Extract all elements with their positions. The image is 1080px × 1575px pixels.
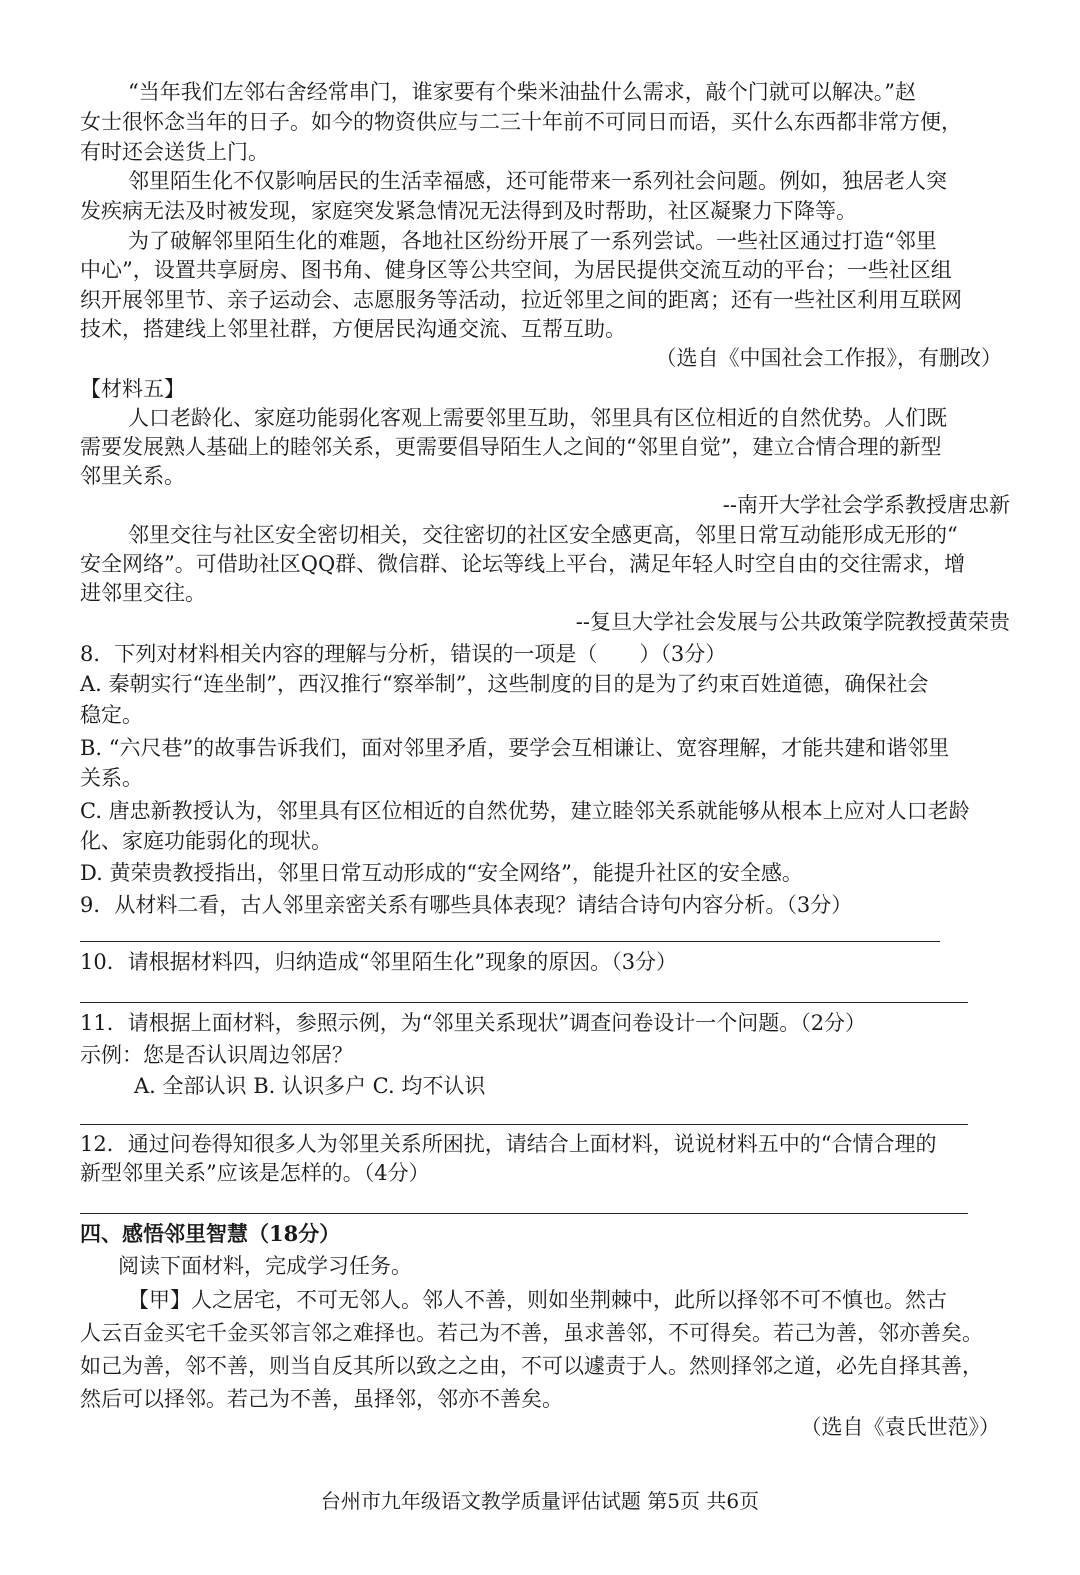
section-heading-4: 四、感悟邻里智慧（18分）: [80, 1221, 341, 1246]
text-line: 有时还会送货上门。: [80, 140, 269, 164]
answer-line: [80, 941, 940, 942]
answer-line: [80, 1124, 968, 1125]
answer-line: [80, 1002, 968, 1003]
option-b: B. “六尺巷”的故事告诉我们，面对邻里矛盾，要学会互相谦让、宽容理解，才能共建和谐邻里: [80, 736, 950, 760]
question-8: 8．下列对材料相关内容的理解与分析，错误的一项是（ ）（3分）: [80, 642, 727, 666]
classical-text-line: 然后可以择邻。若己为不善，虽择邻，邻亦不善矣。: [80, 1387, 563, 1411]
source-citation: （选自《中国社会工作报》，有删改）: [655, 346, 1002, 370]
instruction: 阅读下面材料，完成学习任务。: [118, 1254, 412, 1278]
text-line: 为了破解邻里陌生化的难题，各地社区纷纷开展了一系列尝试。一些社区通过打造“邻里: [128, 229, 937, 253]
question-12: 12．通过问卷得知很多人为邻里关系所困扰，请结合上面材料，说说材料五中的“合情合理的: [80, 1132, 937, 1156]
section-label-material-5: 【材料五】: [80, 377, 185, 401]
option-c: C. 唐忠新教授认为，邻里具有区位相近的自然优势，建立睦邻关系就能够从根本上应对人口老龄: [80, 799, 970, 823]
text-line: 新型邻里关系”应该是怎样的。（4分）: [80, 1161, 430, 1185]
text-line: 关系。: [80, 766, 143, 790]
text-line: 织开展邻里节、亲子运动会、志愿服务等活动，拉近邻里之间的距离；还有一些社区利用互联网: [80, 288, 962, 312]
page-footer: 台州市九年级语文教学质量评估试题 第5页 共6页: [320, 1489, 760, 1513]
text-line: 稳定。: [80, 703, 143, 727]
text-line: 邻里交往与社区安全密切相关，交往密切的社区安全感更高，邻里日常互动能形成无形的“: [128, 523, 958, 547]
text-line: 人口老龄化、家庭功能弱化客观上需要邻里互助，邻里具有区位相近的自然优势。人们既: [128, 406, 947, 430]
text-line: 发疾病无法及时被发现，家庭突发紧急情况无法得到及时帮助，社区凝聚力下降等。: [80, 199, 857, 223]
question-9: 9．从材料二看，古人邻里亲密关系有哪些具体表现？请结合诗句内容分析。（3分）: [80, 893, 853, 917]
classical-text-line: 如己为善，邻不善，则当自反其所以致之之由，不可以遽责于人。然则择邻之道，必先自择其善，: [80, 1354, 983, 1378]
example-options: A. 全部认识 B. 认识多户 C. 均不认识: [134, 1074, 486, 1098]
author-attribution: --南开大学社会学系教授唐忠新: [722, 493, 1010, 517]
option-d: D. 黄荣贵教授指出，邻里日常互动形成的“安全网络”，能提升社区的安全感。: [80, 861, 803, 885]
text-line: 需要发展熟人基础上的睦邻关系，更需要倡导陌生人之间的“邻里自觉”，建立合情合理的新型: [80, 435, 942, 459]
text-line: 邻里陌生化不仅影响居民的生活幸福感，还可能带来一系列社会问题。例如，独居老人突: [128, 169, 947, 193]
answer-line: [80, 1213, 968, 1214]
question-11: 11．请根据上面材料，参照示例，为“邻里关系现状”调查问卷设计一个问题。（2分）: [80, 1011, 867, 1035]
author-attribution: --复旦大学社会发展与公共政策学院教授黄荣贵: [575, 610, 1010, 634]
text-line: 邻里关系。: [80, 464, 185, 488]
text-line: 化、家庭功能弱化的现状。: [80, 829, 332, 853]
text-line: 技术，搭建线上邻里社群，方便居民沟通交流、互帮互助。: [80, 317, 626, 341]
source-citation: （选自《袁氏世范》）: [800, 1415, 1000, 1439]
example-label: 示例：您是否认识周边邻居？: [80, 1043, 353, 1067]
question-10: 10．请根据材料四，归纳造成“邻里陌生化”现象的原因。（3分）: [80, 950, 678, 974]
classical-text-line: 【甲】人之居宅，不可无邻人。邻人不善，则如坐荆棘中，此所以择邻不可不慎也。然古: [128, 1288, 947, 1312]
text-line: 中心”，设置共享厨房、图书角、健身区等公共空间，为居民提供交流互动的平台；一些社区组: [80, 258, 952, 282]
text-line: 进邻里交往。: [80, 581, 206, 605]
text-line: “当年我们左邻右舍经常串门，谁家要有个柴米油盐什么需求，敲个门就可以解决。”赵: [128, 80, 916, 104]
classical-text-line: 人云百金买宅千金买邻言邻之难择也。若己为不善，虽求善邻，不可得矣。若己为善，邻亦善矣。: [80, 1321, 983, 1345]
text-line: 安全网络”。可借助社区QQ群、微信群、论坛等线上平台，满足年轻人时空自由的交往需求，增: [80, 552, 966, 576]
option-a: A. 秦朝实行“连坐制”，西汉推行“察举制”，这些制度的目的是为了约束百姓道德，确保社会: [80, 672, 929, 696]
text-line: 女士很怀念当年的日子。如今的物资供应与二三十年前不可同日而语，买什么东西都非常方便，: [80, 110, 962, 134]
